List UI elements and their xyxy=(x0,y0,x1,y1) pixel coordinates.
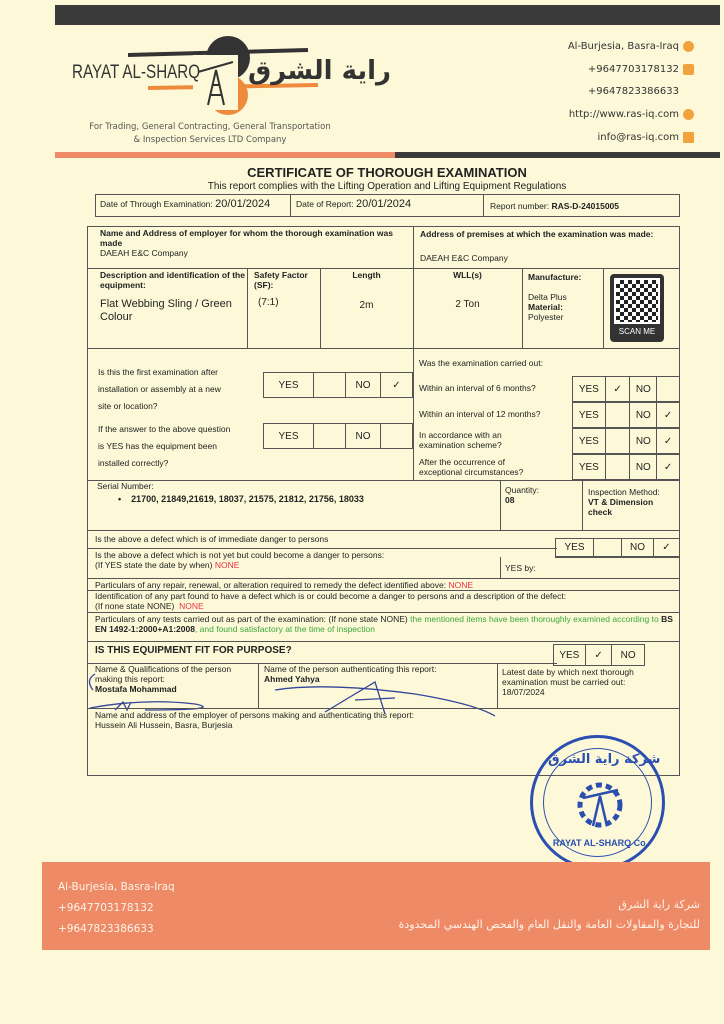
identification-row xyxy=(95,591,677,611)
exam-date xyxy=(100,199,270,209)
value: 20/01/2024 xyxy=(356,198,412,210)
value: Delta Plus xyxy=(528,292,567,302)
first-exam-question xyxy=(98,364,258,415)
answer: NONE xyxy=(214,560,240,570)
quantity-cell xyxy=(505,485,539,505)
label: Date of Through Examination: xyxy=(100,199,213,209)
sf-label: Safety Factor (SF): xyxy=(254,270,308,290)
label: Name and Address of employer for whom the thorough examination was made xyxy=(100,228,393,248)
yes-option[interactable]: YES xyxy=(573,403,606,427)
no-option[interactable]: NO xyxy=(630,429,657,453)
stamp-text-en: RAYAT AL-SHARQ Co. xyxy=(552,838,649,848)
exceptional-yes-no[interactable] xyxy=(572,454,680,480)
serial-value: • 21700, 21849,21619, 18037, 21575, 21812, 21756, 18033 xyxy=(118,494,364,504)
divider-dark xyxy=(395,152,720,158)
installed-question xyxy=(98,421,258,472)
label: Inspection Method: xyxy=(588,487,660,497)
immediate-danger-yes-no[interactable] xyxy=(555,538,680,557)
no-option[interactable]: NO xyxy=(630,403,657,427)
no-option[interactable]: NO xyxy=(346,424,381,448)
length-label: Length xyxy=(352,270,381,280)
no-check[interactable]: ✓ xyxy=(392,379,401,391)
q-line: installation or assembly at a new xyxy=(98,384,221,394)
footer-band xyxy=(42,862,710,950)
sf-value: (7:1) xyxy=(258,297,279,308)
fit-yes-no[interactable] xyxy=(553,644,645,666)
label: Name of the person authenticating this report: xyxy=(264,664,437,674)
yes-check[interactable] xyxy=(606,429,631,453)
qr-code[interactable] xyxy=(610,274,664,342)
label: Name & Qualifications of the person making this report: xyxy=(95,664,232,684)
employer-persons-cell xyxy=(95,710,414,730)
yes-option[interactable]: YES xyxy=(264,424,314,448)
interval-12-yes-no[interactable] xyxy=(572,402,680,428)
equipment-desc-value: Flat Webbing Sling / Green Colour xyxy=(100,298,232,323)
footer-arabic xyxy=(399,895,700,935)
label: Date of Report: xyxy=(296,199,354,209)
wll-label: WLL(s) xyxy=(453,270,482,280)
no-option[interactable]: NO xyxy=(630,377,657,401)
answer: NONE xyxy=(448,580,473,590)
premises-label: Address of premises at which the examination was made: xyxy=(420,229,654,239)
yes-option[interactable]: YES xyxy=(554,645,586,665)
contact-email[interactable] xyxy=(598,132,694,143)
label: Material: xyxy=(528,302,563,312)
company-stamp xyxy=(530,735,665,870)
contact-phone1 xyxy=(588,64,694,75)
report-number xyxy=(490,201,619,211)
yes-by-label: YES by: xyxy=(505,563,536,573)
globe-icon xyxy=(683,109,694,120)
brand-name-ar: راية الشرق xyxy=(248,56,392,86)
premises-value: DAEAH E&C Company xyxy=(420,253,508,263)
q-text: (If none state NONE) xyxy=(95,601,175,611)
label: Latest date by which next thorough examination must be carried out: xyxy=(502,667,634,687)
repair-row xyxy=(95,580,473,590)
value: 08 xyxy=(505,495,515,505)
no-check[interactable]: ✓ xyxy=(663,461,673,473)
fit-for-purpose-question: IS THIS EQUIPMENT FIT FOR PURPOSE? xyxy=(95,645,292,656)
wll-value: 2 Ton xyxy=(455,299,480,310)
footer-arabic-line: شركة راية الشرق xyxy=(618,898,700,911)
q-line: installed correctly? xyxy=(98,458,169,468)
value: DAEAH E&C Company xyxy=(100,248,188,258)
tagline xyxy=(70,121,350,147)
next-exam-cell xyxy=(502,667,677,697)
interval-12-question: Within an interval of 12 months? xyxy=(419,409,541,419)
value: Hussein Ali Hussein, Basra, Burjesia xyxy=(95,720,233,730)
value: 18/07/2024 xyxy=(502,687,545,697)
no-check[interactable]: ✓ xyxy=(662,542,671,553)
derrick-icon xyxy=(573,778,628,833)
yes-option[interactable]: YES xyxy=(573,377,606,401)
footer-address: Al-Burjesia, Basra-Iraq xyxy=(58,881,175,893)
q-text: Identification of any part found to have a defect which is or could become a danger to persons and a description of the defect: xyxy=(95,591,567,601)
could-become-question xyxy=(95,550,495,570)
yes-option[interactable]: YES xyxy=(573,429,606,453)
value: VT & Dimension check xyxy=(588,497,654,517)
length-value: 2m xyxy=(359,300,374,311)
tests-row xyxy=(95,614,675,634)
carried-out-label: Was the examination carried out: xyxy=(419,358,543,368)
q-line: If the answer to the above question xyxy=(98,424,231,434)
serial-label: Serial Number: xyxy=(97,481,154,491)
interval-6-yes-no[interactable] xyxy=(572,376,680,402)
equipment-desc-label: Description and identification of the equipment: xyxy=(100,270,245,290)
yes-check[interactable] xyxy=(606,455,631,479)
label: Quantity: xyxy=(505,485,540,495)
company-logo xyxy=(68,30,392,120)
yes-check[interactable] xyxy=(594,539,622,556)
q-text: Particulars of any tests carried out as part of the examination: (If none state NONE) xyxy=(95,614,408,624)
method-cell xyxy=(588,487,678,517)
value: RAS-D-24015005 xyxy=(551,201,620,211)
answer: , and found satisfactory at the time of inspection xyxy=(194,624,375,634)
contact-website[interactable] xyxy=(569,109,694,120)
mail-icon xyxy=(683,132,694,143)
location-pin-icon xyxy=(683,41,694,52)
contact-text: Al-Burjesia, Basra-Iraq xyxy=(567,41,679,52)
contact-text: +9647823386633 xyxy=(587,86,679,97)
yes-check[interactable]: ✓ xyxy=(586,645,613,665)
qr-label: SCAN ME xyxy=(618,327,656,336)
q-text: Particulars of any repair, renewal, or alteration required to remedy the defect identified above: xyxy=(95,580,447,590)
no-option[interactable]: NO xyxy=(346,373,381,397)
footer-phone: +9647823386633 xyxy=(58,923,154,935)
page-subtitle: This report complies with the Lifting Operation and Lifting Equipment Regulations xyxy=(207,181,567,192)
contact-phone2 xyxy=(588,86,679,97)
answer: the mentioned items have been thoroughly examined according to xyxy=(410,614,659,624)
label: Report number: xyxy=(490,201,550,211)
no-check[interactable] xyxy=(381,424,412,448)
page-title: CERTIFICATE OF THOROUGH EXAMINATION xyxy=(247,165,527,180)
yes-check[interactable] xyxy=(314,424,346,448)
yes-option[interactable]: YES xyxy=(556,539,594,556)
q-line: (If YES state the date by when) xyxy=(95,560,213,570)
immediate-danger-question: Is the above a defect which is of immediate danger to persons xyxy=(95,534,329,544)
value: Polyester xyxy=(528,312,564,322)
interval-6-question: Within an interval of 6 months? xyxy=(419,383,536,393)
value: Ahmed Yahya xyxy=(264,674,320,684)
no-check[interactable]: ✓ xyxy=(663,409,673,421)
tagline-line: For Trading, General Contracting, General Transportation xyxy=(89,122,331,132)
scheme-yes-no[interactable] xyxy=(572,428,680,454)
manufacture-cell xyxy=(528,272,602,322)
scheme-question: In accordance with an examination scheme? xyxy=(419,430,502,450)
contact-text: +9647703178132 xyxy=(587,64,679,75)
no-check[interactable]: ✓ xyxy=(663,435,673,447)
yes-check[interactable] xyxy=(606,403,631,427)
answer: NONE xyxy=(179,601,204,611)
yes-option[interactable]: YES xyxy=(264,373,314,397)
divider-orange xyxy=(55,152,395,158)
footer-phone: +9647703178132 xyxy=(58,902,154,914)
no-check[interactable] xyxy=(657,377,679,401)
yes-option[interactable]: YES xyxy=(573,455,606,479)
top-bar xyxy=(55,5,720,25)
no-option[interactable]: NO xyxy=(630,455,657,479)
tagline-line: & Inspection Services LTD Company xyxy=(133,135,287,145)
serial-numbers: 21700, 21849,21619, 18037, 21575, 21812, 21756, 18033 xyxy=(131,494,364,504)
q-line: site or location? xyxy=(98,401,158,411)
no-option[interactable]: NO xyxy=(622,539,654,556)
phone-icon xyxy=(683,64,694,75)
report-date xyxy=(296,199,411,209)
value: Mostafa Mohammad xyxy=(95,684,177,694)
standard: BS EN 1492-1:2000+A1:2008 xyxy=(95,614,673,634)
brand-name-en: RAYAT AL-SHARQ xyxy=(72,62,201,83)
yes-check[interactable]: ✓ xyxy=(606,377,631,401)
q-line: is YES has the equipment been xyxy=(98,441,217,451)
no-option[interactable]: NO xyxy=(620,649,636,661)
value: 20/01/2024 xyxy=(215,198,271,210)
email-link[interactable]: info@ras-iq.com xyxy=(597,132,679,143)
footer-arabic-line: للتجارة والمقاولات العامة والنقل العام والفحص الهندسي المحدودة xyxy=(398,918,700,931)
yes-check[interactable] xyxy=(314,373,346,397)
qr-code-icon xyxy=(614,278,660,324)
label: Manufacture: xyxy=(528,272,582,282)
exceptional-question: After the occurrence of exceptional circumstances? xyxy=(419,457,524,477)
footer-contacts xyxy=(58,877,175,940)
website-link[interactable]: http://www.ras-iq.com xyxy=(568,109,679,120)
q-line: Is this the first examination after xyxy=(98,367,218,377)
contact-address xyxy=(568,41,694,52)
employer-cell xyxy=(100,228,400,258)
installed-yes-no[interactable] xyxy=(263,423,413,449)
q-line: Is the above a defect which is not yet but could become a danger to persons: xyxy=(95,550,385,560)
label: Name and address of the employer of persons making and authenticating this report: xyxy=(95,710,414,720)
first-exam-yes-no[interactable] xyxy=(263,372,413,398)
stamp-text-ar: شركة راية الشرق xyxy=(548,752,661,767)
